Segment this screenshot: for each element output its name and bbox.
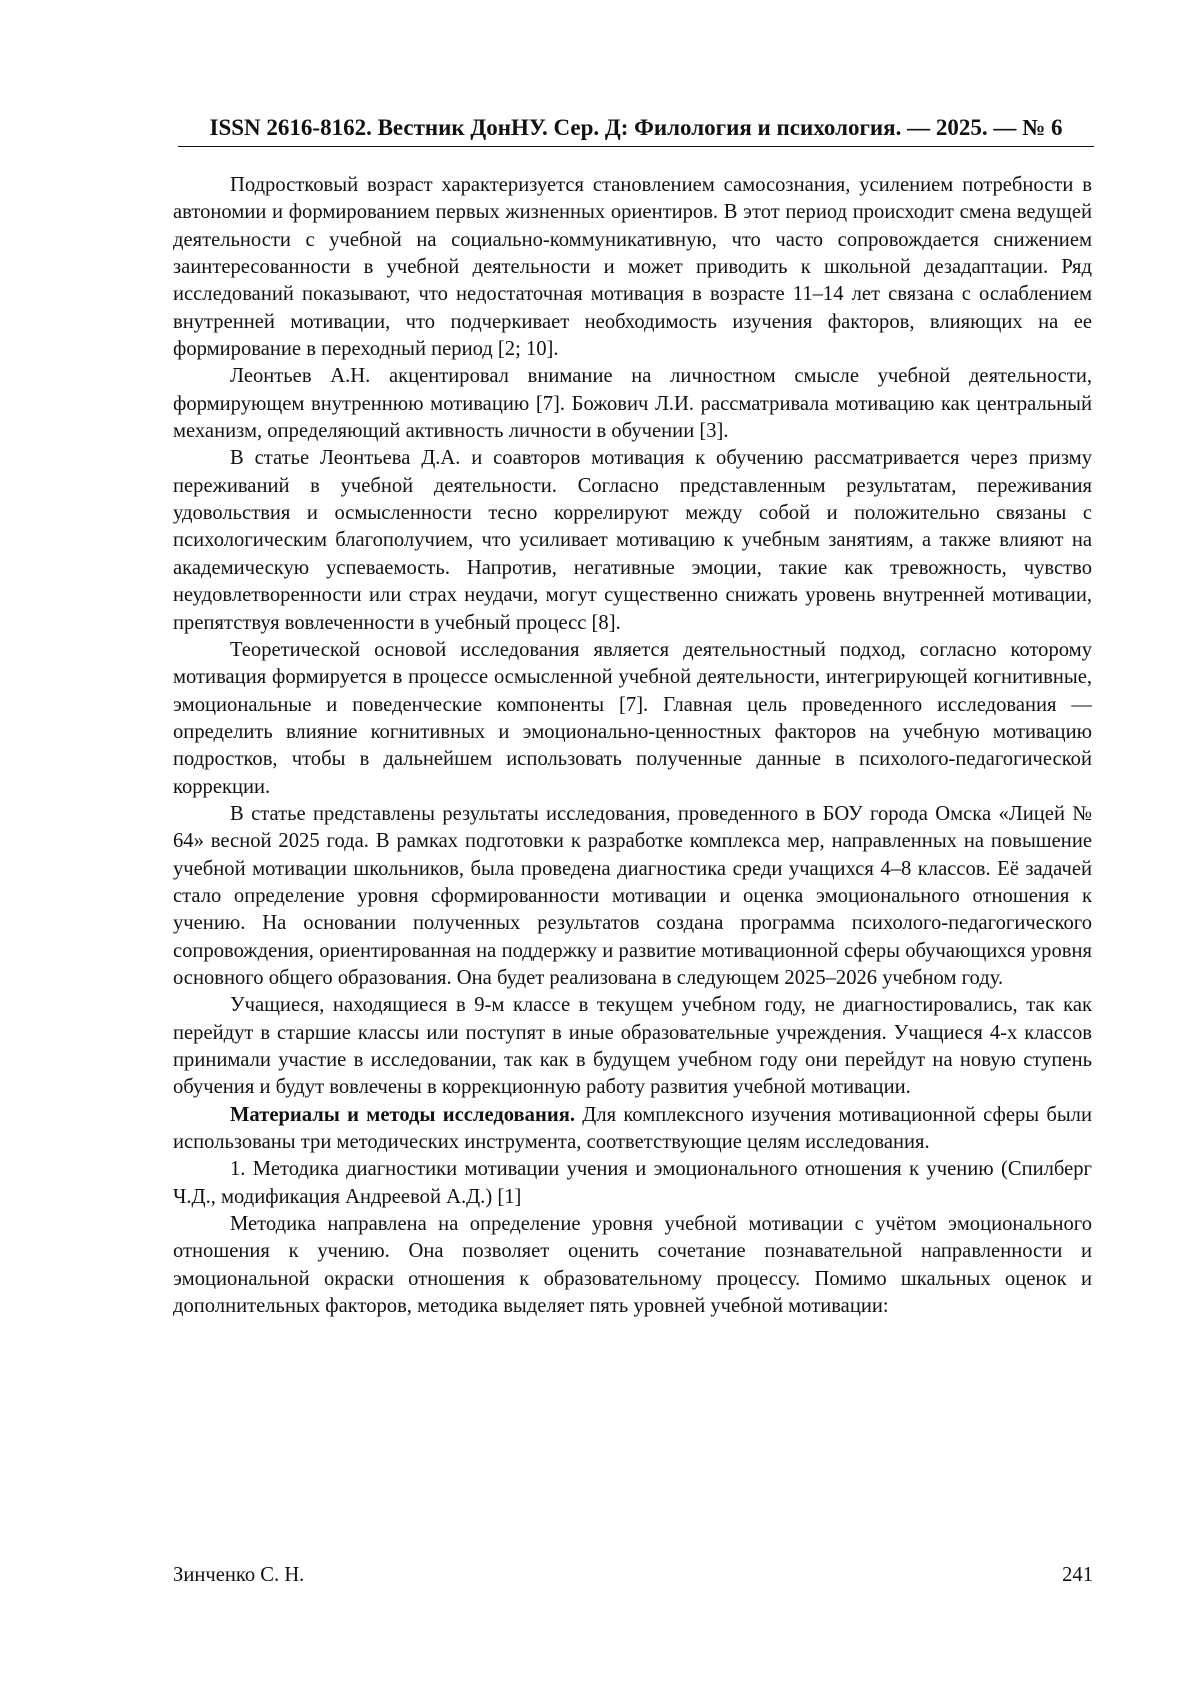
article-body [173,172,1092,1320]
materials-methods-text: Для комплексного изучения мотивационной сферы были использованы три методических инструмента, соответствующие целям исследования. [173,1103,1092,1154]
paragraph-leontiev-bozhovich: Леонтьев А.Н. акцентировал внимание на личностном смысле учебной деятельности, формирующем внутреннюю мотивацию [7]. Божович Л.И. рассматривала мотивацию как центральный механизм, определяющий активность личности в обучении [3]. [173,365,1092,443]
paragraph-participants: Учащиеся, находящиеся в 9-м классе в текущем учебном году, не диагностировались, так как перейдут в старшие классы или поступят в иные образовательные учреждения. Учащиеся 4-х классов принимали участие в исследовании, так как в будущем учебном году они перейдут на новую ступень обучения и будут вовлечены в коррекционную работу развития учебной мотивации. [173,994,1092,1099]
paragraph-study-description: В статье представлены результаты исследования, проведенного в БОУ города Омска «Лицей № 64» весной 2025 года. В рамках подготовки к разработке комплекса мер, направленных на повышение учебной мотивации школьников, была проведена диагностика среди учащихся 4–8 классов. Её задачей стало определение уровня сформированности мотивации и оценка эмоционального отношения к учению. На основании полученных результатов создана программа психолого-педагогического сопровождения, ориентированная на поддержку и развитие мотивационной сферы обучающихся уровня основного общего образования. Она будет реализована в следующем 2025–2026 учебном году. [173,802,1092,989]
paragraph-materials-methods [173,1102,1092,1157]
paragraph-leontiev-coauthors: В статье Леонтьева Д.А. и соавторов мотивация к обучению рассматривается через призму переживаний в учебной деятельности. Согласно представленным результатам, переживания удовольствия и осмысленности тесно коррелируют между собой и положительно связаны с психологическим благополучием, что усиливает мотивацию к учебным занятиям, а также влияют на академическую успеваемость. Напротив, негативные эмоции, такие как тревожность, чувство неудовлетворенности или страх неудачи, могут существенно снижать уровень внутренней мотивации, препятствуя вовлеченности в учебный процесс [8]. [173,447,1092,634]
paragraph-adolescence: Подростковый возраст характеризуется становлением самосознания, усилением потребности в автономии и формированием первых жизненных ориентиров. В этот период происходит смена ведущей деятельности с учебной на социально-коммуникативную, что часто сопровождается снижением заинтересованности в учебной деятельности и может приводить к школьной дезадаптации. Ряд исследований показывают, что недостаточная мотивация в возрасте 11–14 лет связана с ослаблением внутренней мотивации, что подчеркивает необходимость изучения факторов, влияющих на ее формирование в переходный период [2; 10]. [173,174,1092,361]
paragraph-method-1-description: Методика направлена на определение уровня учебной мотивации с учётом эмоционального отношения к учению. Она позволяет оценить сочетание познавательной направленности и эмоциональной окраски отношения к образовательному процессу. Помимо шкальных оценок и дополнительных факторов, методика выделяет пять уровней учебной мотивации: [173,1213,1092,1318]
page-number: 241 [1062,1564,1093,1586]
footer-author: Зинченко С. Н. [173,1564,305,1586]
paragraph-method-1-title: 1. Методика диагностики мотивации учения и эмоционального отношения к учению (Спилберг Ч.Д., модификация Андреевой А.Д.) [1] [173,1158,1092,1208]
section-heading-materials: Материалы и методы исследования. [230,1103,575,1126]
running-header [178,114,1094,147]
journal-title: ISSN 2616-8162. Вестник ДонНУ. Сер. Д: Филология и психология. — 2025. — № 6 [209,115,1063,140]
paragraph-theoretical-basis: Теоретической основой исследования является деятельностный подход, согласно которому мотивация формируется в процессе осмысленной учебной деятельности, интегрирующей когнитивные, эмоциональные и поведенческие компоненты [7]. Главная цель проведенного исследования — определить влияние когнитивных и эмоционально-ценностных факторов на учебную мотивацию подростков, чтобы в дальнейшем использовать полученные данные в психолого-педагогической коррекции. [173,638,1092,798]
